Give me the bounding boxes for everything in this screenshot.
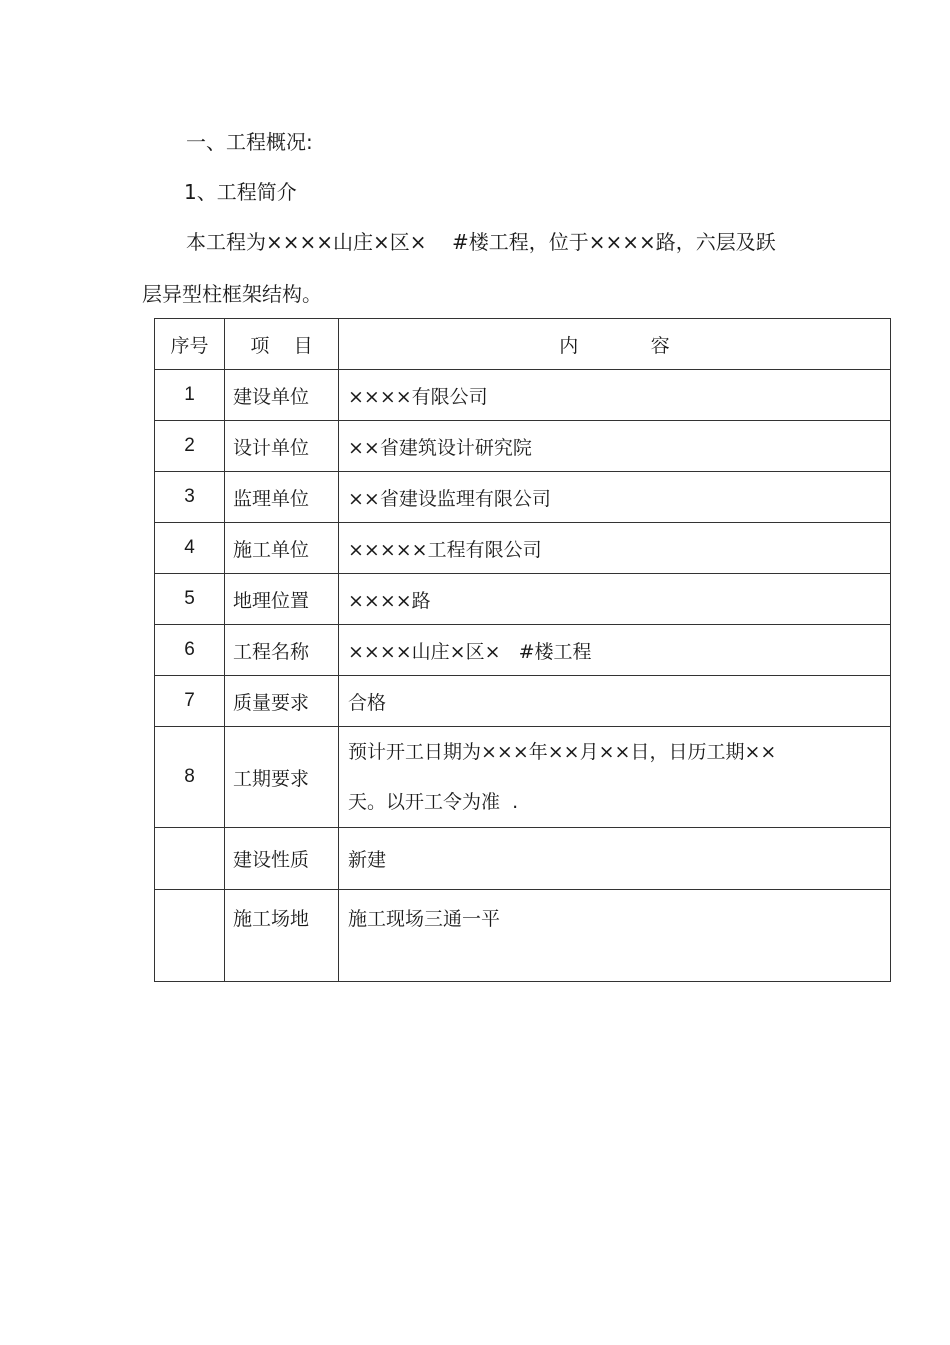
row-content: ××××路	[339, 574, 891, 625]
row-no: 2	[155, 421, 225, 472]
row-no: 1	[155, 370, 225, 421]
row-content: ××省建设监理有限公司	[339, 472, 891, 523]
row-item: 地理位置	[225, 574, 339, 625]
row-content: ××××山庄×区× #楼工程	[339, 625, 891, 676]
row-item: 工期要求	[225, 727, 339, 828]
table-row	[155, 727, 891, 828]
row-no: 6	[155, 625, 225, 676]
row-content-line-1: 预计开工日期为×××年××月××日，日历工期××	[348, 741, 777, 763]
table-row	[155, 574, 891, 625]
table-row	[155, 523, 891, 574]
table-row	[155, 828, 891, 890]
header-no: 序号	[155, 319, 225, 370]
row-content: ××省建筑设计研究院	[339, 421, 891, 472]
table-header-row	[155, 319, 891, 370]
row-content: 合格	[339, 676, 891, 727]
row-no: 8	[155, 727, 225, 828]
table-row	[155, 625, 891, 676]
row-content: ×××××工程有限公司	[339, 523, 891, 574]
row-item: 工程名称	[225, 625, 339, 676]
row-content-line-2: 天。以开工令为准 .	[348, 791, 519, 813]
row-content	[339, 727, 891, 828]
table-row	[155, 370, 891, 421]
project-info-table	[154, 318, 891, 982]
row-item: 监理单位	[225, 472, 339, 523]
row-no: 3	[155, 472, 225, 523]
table-row	[155, 421, 891, 472]
row-no: 7	[155, 676, 225, 727]
row-no	[155, 890, 225, 982]
table-row	[155, 890, 891, 982]
section-heading: 一、工程概况:	[186, 130, 313, 154]
table-row	[155, 676, 891, 727]
row-item: 施工场地	[225, 890, 339, 982]
row-content: 施工现场三通一平	[339, 890, 891, 982]
row-no: 4	[155, 523, 225, 574]
row-item: 建设单位	[225, 370, 339, 421]
row-item: 质量要求	[225, 676, 339, 727]
header-item: 项 目	[225, 319, 339, 370]
row-content: 新建	[339, 828, 891, 890]
row-item: 施工单位	[225, 523, 339, 574]
row-item: 建设性质	[225, 828, 339, 890]
header-content: 内 容	[339, 319, 891, 370]
intro-paragraph-line-1: 本工程为××××山庄×区× #楼工程，位于××××路，六层及跃	[186, 230, 776, 254]
row-no: 5	[155, 574, 225, 625]
row-no	[155, 828, 225, 890]
subsection-heading: 1、工程简介	[184, 180, 297, 204]
row-content: ××××有限公司	[339, 370, 891, 421]
row-item: 设计单位	[225, 421, 339, 472]
intro-paragraph-line-2: 层异型柱框架结构。	[142, 282, 322, 306]
table-row	[155, 472, 891, 523]
